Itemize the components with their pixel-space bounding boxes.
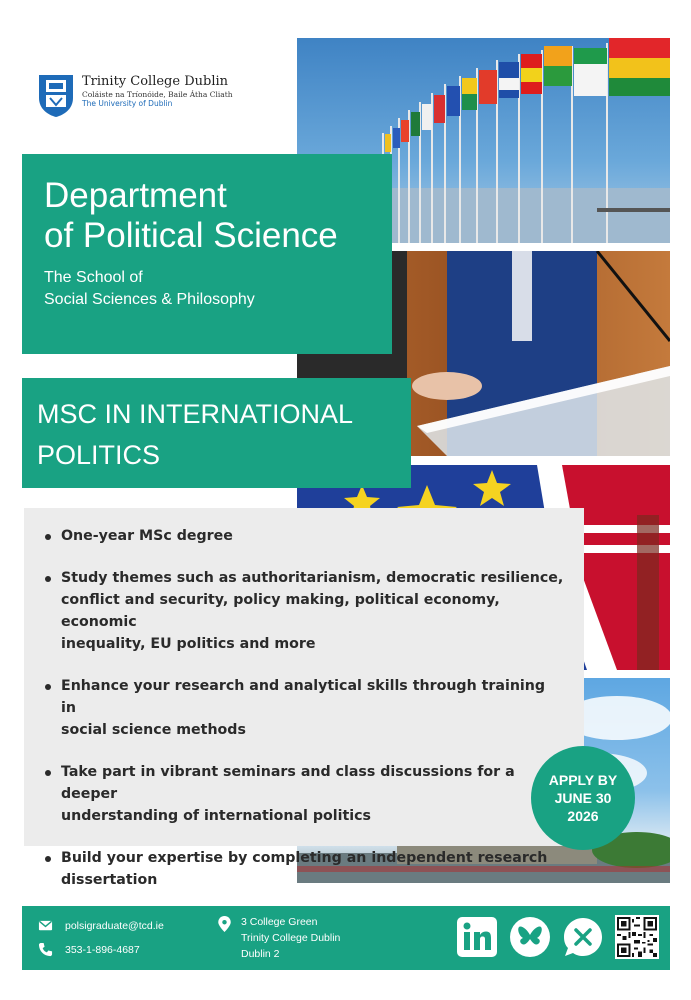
bluesky-icon[interactable] — [509, 916, 551, 958]
list-item — [44, 567, 564, 655]
address-line2: Trinity College Dublin — [241, 932, 341, 944]
bullet-text: Study themes such as authoritarianism, democratic resilience, — [61, 570, 564, 586]
address-line1: 3 College Green — [241, 916, 318, 928]
apply-line2: JUNE 30 — [554, 790, 612, 806]
tcd-logo — [38, 74, 233, 118]
logo-title: Trinity College Dublin — [82, 74, 229, 89]
department-title — [44, 176, 392, 257]
department-title-line2: of Political Science — [44, 216, 338, 256]
x-icon[interactable] — [562, 916, 604, 958]
school-name — [44, 267, 392, 312]
envelope-icon — [38, 918, 53, 933]
list-item — [44, 761, 564, 827]
logo-subtitle: The University of Dublin — [82, 98, 173, 108]
email-contact[interactable] — [38, 918, 164, 933]
linkedin-icon[interactable] — [456, 916, 498, 958]
bullet-text: inequality, EU politics and more — [61, 636, 316, 652]
tcd-shield-icon — [38, 74, 74, 118]
bullet-text: social science methods — [61, 722, 246, 738]
department-title-line1: Department — [44, 176, 227, 215]
bullet-text: conflict and security, policy making, political economy, economic — [61, 592, 500, 630]
bullet-text: Build your expertise by completing an independent research — [61, 850, 548, 866]
bullet-text: dissertation — [61, 872, 158, 888]
address-line3: Dublin 2 — [241, 948, 280, 960]
list-item — [44, 847, 564, 891]
list-item — [44, 525, 564, 547]
programme-box — [22, 378, 411, 488]
phone-icon — [38, 942, 53, 957]
location-pin-icon — [218, 916, 231, 932]
bullet-text: Take part in vibrant seminars and class discussions for a deeper — [61, 764, 515, 802]
school-line2: Social Sciences & Philosophy — [44, 290, 255, 308]
department-box — [22, 154, 392, 354]
contact-footer — [22, 906, 670, 970]
apply-line3: 2026 — [567, 808, 599, 824]
email-address[interactable]: polsigraduate@tcd.ie — [65, 919, 164, 932]
bullet-text: Enhance your research and analytical skills through training in — [61, 678, 546, 716]
school-line1: The School of — [44, 268, 143, 286]
programme-title — [37, 394, 411, 475]
phone-contact[interactable] — [38, 942, 140, 957]
programme-line1: MSC IN INTERNATIONAL — [37, 399, 354, 429]
bullet-text: understanding of international politics — [61, 808, 371, 824]
apply-line1: APPLY BY — [548, 772, 618, 788]
programme-highlights — [24, 508, 584, 888]
phone-number[interactable]: 353-1-896-4687 — [65, 943, 140, 956]
list-item — [44, 675, 564, 741]
apply-by-badge — [531, 746, 635, 850]
bullet-text: One-year MSc degree — [61, 528, 233, 544]
postal-address — [218, 914, 340, 962]
logo-irish-name: Coláiste na Tríonóide, Baile Átha Cliath — [82, 89, 233, 99]
programme-line2: POLITICS — [37, 439, 161, 470]
qr-code[interactable] — [615, 915, 659, 959]
